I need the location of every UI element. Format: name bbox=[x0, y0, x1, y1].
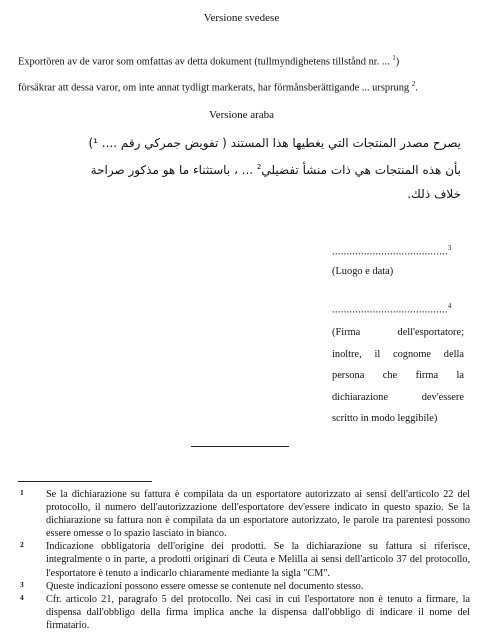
footnote-text: Se la dichiarazione su fattura è compilata da un esportatore autorizzato ai sensi dell'articolo 22 del protocollo, il numero dell'autorizzazione dell'esportatore dev'essere indicato in questo spazio. Se la dichiarazione su fattura non è compilata da un esportatore autorizzato, le parole tra parentesi possono essere omesse o lo spazio lasciato in bianco. bbox=[46, 489, 470, 540]
swedish-line-1 bbox=[18, 47, 468, 73]
footnote-ref-4: 4 bbox=[447, 302, 452, 310]
place-date-field bbox=[332, 244, 452, 257]
swedish-declaration bbox=[18, 47, 468, 100]
signature-word: firma bbox=[415, 370, 439, 381]
signature-word: dell'esportatore; bbox=[397, 327, 464, 338]
swedish-line-1-text: Exportören av de varor som omfattas av detta dokument (tullmyndighetens tillstånd nr. ... bbox=[18, 56, 390, 68]
footnote-2 bbox=[20, 540, 470, 579]
swedish-line-2-text: försäkrar att dessa varor, om inte annat tydligt markerats, har förmånsberättigande ... ursprung bbox=[18, 82, 410, 94]
footnote-text: Queste indicazioni possono essere omesse se contenute nel documento stesso. bbox=[46, 580, 364, 592]
place-date-dots: ........................................ bbox=[332, 246, 448, 258]
footnote-ref-1: 1 bbox=[392, 54, 396, 62]
arabic-line-2-start: بأن هذه المنتجات هي ذات منشأ تفضيلي bbox=[261, 163, 461, 177]
arabic-heading: Versione araba bbox=[208, 109, 275, 121]
footnote-separator bbox=[18, 481, 152, 482]
signature-label-line bbox=[332, 408, 464, 430]
signature-word: inoltre, bbox=[332, 348, 362, 360]
signature-label bbox=[332, 322, 464, 430]
arabic-line-1: يصرح مصدر المنتجات التي يغطيها هذا المستند ( تفويض جمركي رقم .... ¹) bbox=[88, 136, 461, 150]
arabic-declaration bbox=[18, 131, 461, 206]
footnote-4 bbox=[20, 593, 470, 632]
arabic-line-2-end: ... ، باستثناء ما هو مذكور صراحة bbox=[90, 163, 257, 177]
footnotes bbox=[20, 488, 470, 632]
swedish-line-2 bbox=[18, 73, 468, 99]
signature-word: persona bbox=[332, 370, 365, 381]
footnote-text: Cfr. articolo 21, paragrafo 5 del protocollo. Nei casi in cui l'esportatore non è tenuto a firmare, la dispensa dall'obbligo della firma implica anche la dispensa dall'obbligo di indicare il nome del firmatario. bbox=[46, 593, 470, 631]
swedish-line-1-end: ) bbox=[395, 56, 400, 68]
signature-word: dichiarazione bbox=[332, 391, 388, 403]
footnote-ref-3: 3 bbox=[447, 244, 452, 252]
footnote-number: 4 bbox=[20, 592, 24, 602]
signature-word: la bbox=[456, 370, 464, 381]
footnote-1 bbox=[20, 488, 470, 540]
place-date-label: (Luogo e data) bbox=[332, 266, 394, 277]
footnote-number: 3 bbox=[20, 579, 24, 589]
signature-dots: ........................................ bbox=[332, 304, 448, 316]
footnote-number: 1 bbox=[20, 488, 24, 497]
footnote-number: 2 bbox=[20, 540, 24, 550]
signature-word: (Firma bbox=[332, 327, 361, 338]
signature-label-line bbox=[332, 387, 464, 409]
footnote-text: Indicazione obbligatoria dell'origine dei prodotti. Se la dichiarazione su fattura si riferisce, integralmente o in parte, a prodotti originari di Ceuta e Melilla ai sensi dell'articolo 37 del protocollo, l'esportatore è tenuto a indicarlo chiaramente mediante la sigla "CM". bbox=[46, 541, 470, 579]
signature-word: dev'essere bbox=[421, 391, 464, 403]
signature-label-line bbox=[332, 322, 464, 344]
footnote-3 bbox=[20, 580, 470, 593]
signature-field bbox=[332, 302, 452, 315]
signature-label-line bbox=[332, 365, 464, 387]
arabic-line-3: خلاف ذلك. bbox=[407, 187, 461, 201]
center-separator bbox=[191, 446, 289, 447]
signature-label-line bbox=[332, 344, 464, 366]
swedish-line-2-end: . bbox=[415, 82, 418, 94]
signature-word: scritto in modo leggibile) bbox=[332, 413, 438, 424]
signature-word: il bbox=[374, 348, 381, 360]
arabic-footnote-ref-2: 2 bbox=[256, 163, 262, 171]
signature-word: della bbox=[443, 348, 464, 360]
signature-word: cognome bbox=[392, 348, 432, 360]
swedish-heading: Versione svedese bbox=[203, 12, 280, 24]
signature-word: che bbox=[382, 370, 398, 381]
arabic-line-2 bbox=[18, 155, 461, 182]
footnote-ref-2: 2 bbox=[411, 80, 416, 89]
